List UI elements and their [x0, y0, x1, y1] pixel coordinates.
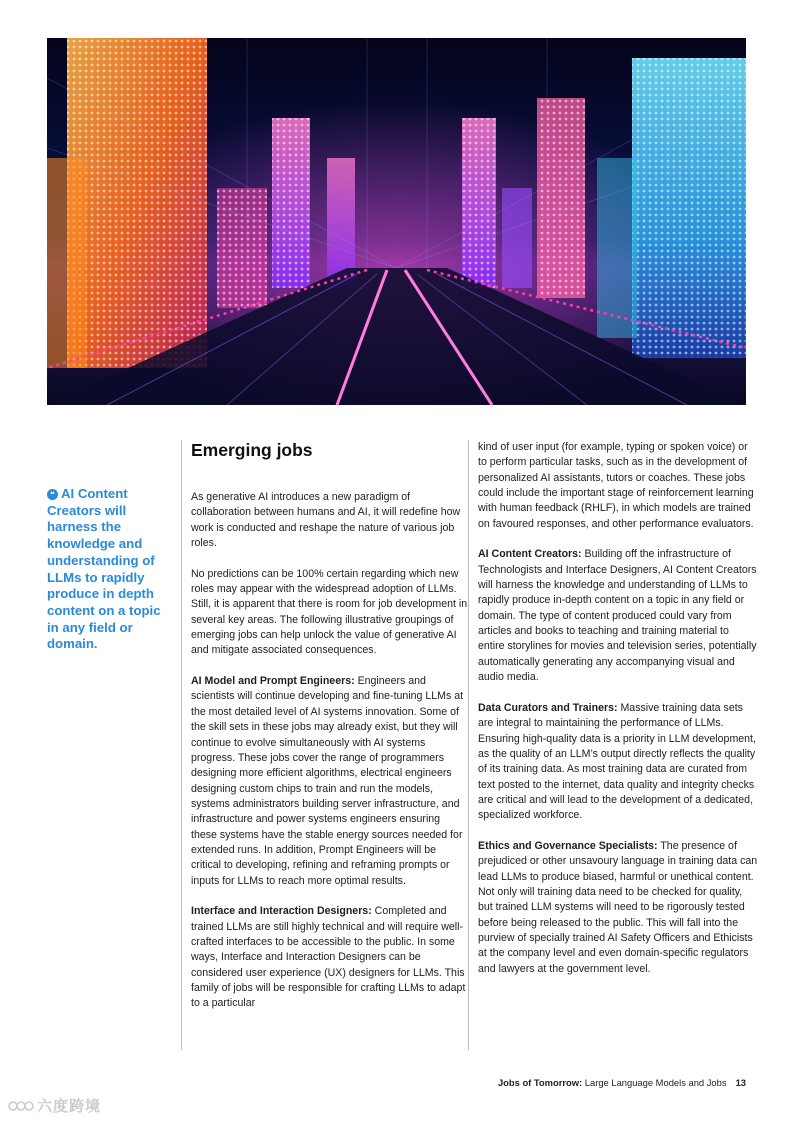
job-group-heading: Ethics and Governance Specialists: — [478, 839, 658, 852]
job-group-paragraph — [191, 674, 468, 889]
pull-quote-text: AI Content Creators will harness the knowledge and understanding of LLMs to rapidly produce in depth content on a topic in any field or domain. — [47, 486, 161, 652]
watermark-text: 六度跨境 — [37, 1098, 102, 1115]
watermark — [8, 1095, 101, 1116]
job-group-heading: AI Model and Prompt Engineers: — [191, 675, 355, 688]
section-title: Emerging jobs — [191, 440, 313, 460]
quote-icon: ❝ — [47, 489, 58, 500]
job-group-paragraph — [191, 904, 468, 1011]
page-footer — [498, 1077, 746, 1088]
digital-city-image — [47, 38, 746, 405]
job-group-heading: Interface and Interaction Designers: — [191, 905, 372, 918]
pull-quote — [47, 486, 165, 653]
intro-paragraph-2: No predictions can be 100% certain regarding which new roles may appear with the widespread adoption of LLMs. Still, it is apparent that there is room for job development in several key areas. The following illustrative groupings of emerging jobs can help unlock the value of generative AI and mitigate associated consequences. — [191, 567, 468, 657]
intro-paragraph-1: As generative AI introduces a new paradigm of collaboration between humans and AI, it will redefine how work is conducted and reshape the nature of various job roles. — [191, 491, 461, 550]
left-tower — [47, 38, 207, 368]
article-column-right — [468, 440, 758, 1050]
footer-report-subtitle: Large Language Models and Jobs — [582, 1077, 727, 1088]
page-number: 13 — [735, 1077, 746, 1088]
hero-image — [47, 38, 746, 405]
article-column-left — [181, 440, 468, 1050]
job-group-paragraph — [478, 701, 758, 824]
job-group-paragraph — [478, 547, 758, 685]
job-group-body: The presence of prejudiced or other unsavoury language in training data can lead LLMs to produce biased, harmful or unethical content. Not only will training data need to be checked for quality, but trained LLM systems will need to be rigorously tested before being released to the public. This will fall into the purview of specially trained AI Safety Officers and Ethicists at the company level and even domain-specific regulators and lawyers at the government level. — [478, 839, 758, 975]
job-group-paragraph — [478, 839, 758, 977]
job-group-body: Completed and trained LLMs are still highly technical and will require well-crafted interfaces to be accessible to the public. In some ways, Interface and Interaction Designers can be considered user experience (UX) designers for LLMs. This family of jobs will be responsible for crafting LLMs to adapt to a particular — [191, 905, 466, 1010]
job-group-body: Building off the infrastructure of Technologists and Interface Designers, AI Content Creators will harness the knowledge and understanding of LLMs to rapidly produce in-depth content on a topic in any field or domain. The type of content produced could vary from articles and books to teaching and training material to entire storylines for movies and television series, potentially automatically generating any accompanying visual and audio media. — [478, 548, 757, 684]
job-group-heading: Data Curators and Trainers: — [478, 701, 618, 714]
continued-paragraph: kind of user input (for example, typing or spoken voice) or to perform particular tasks, such as in the development of personalized AI assistants, tutors or coaches. These jobs could include the important stage of reinforcement learning with human feedback (RHLF), in which models are trained on favoured responses, and other performance evaluators. — [478, 441, 754, 530]
job-group-body: Massive training data sets are integral to maintaining the performance of LLMs. Ensuring high-quality data is a priority in LLM development, as the quality of an LLM’s output directly reflects the quality of its training data. As most training data are curated from text posted to the internet, data quality and integrity checks are critical and will lead to the development of a dedicated, specialized workforce. — [478, 701, 756, 822]
job-group-heading: AI Content Creators: — [478, 548, 582, 561]
watermark-logo-icon — [8, 1100, 34, 1112]
job-group-body: Engineers and scientists will continue developing and fine-tuning LLMs at the most detailed level of AI systems innovation. Some of the skill sets in these jobs may already exist, but they will continue to evolve simultaneously with AI systems progress. These jobs cover the range of programmers designing more efficient algorithms, electrical engineers designing custom chips to train and run the models, systems administrators building server infrastructure, and infrastructure and power systems engineers ensuring these systems have the stable energy sources needed for extended runs. In addition, Prompt Engineers will be critical to developing, refining and reframing prompts or inputs for LLMs to reach more optimal results. — [191, 675, 464, 887]
footer-report-title: Jobs of Tomorrow: — [497, 1077, 583, 1088]
